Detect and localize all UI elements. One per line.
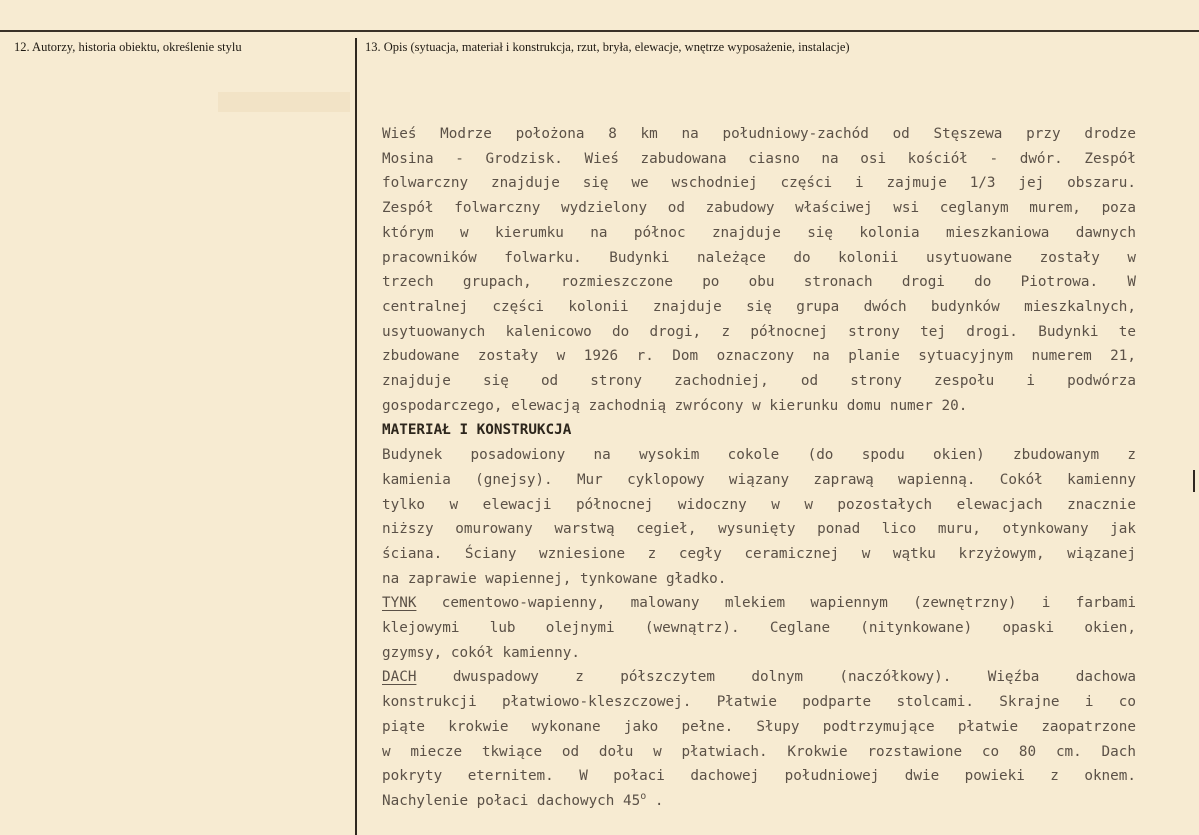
text-line: Budynek posadowiony na wysokim cokole (do spodu okien) zbudowanym z [382, 447, 1136, 464]
dach-text: dwuspadowy z półszczytem dolnym (naczółkowy). Więźba dachowa [452, 669, 1137, 686]
top-rule [0, 30, 1199, 32]
tynk-text: cementowo-wapienny, malowany mlekiem wapiennym (zewnętrzny) i farbami [441, 595, 1136, 612]
section-heading-material: MATERIAŁ I KONSTRUKCJA [382, 422, 572, 439]
text-line: folwarczny znajduje się we wschodniej części i zajmuje 1/3 jej obszaru. [382, 175, 1136, 192]
text-line: trzech grupach, rozmieszczone po obu stronach drogi do Piotrowa. W [382, 274, 1136, 291]
text-line: ściana. Ściany wzniesione z cegły ceramicznej w wątku krzyżowym, wiązanej [382, 545, 1136, 562]
text-line: kamienia (gnejsy). Mur cyklopowy wiązany zaprawą wapienną. Cokół kamienny [382, 471, 1136, 488]
description-text [382, 122, 1136, 814]
tynk-line [382, 591, 1136, 616]
text-line: w miecze tkwiące od dołu w płatwiach. Krokwie rozstawione co 80 cm. Dach [382, 743, 1136, 760]
text-line: Mosina - Grodzisk. Wieś zabudowana ciasno na osi kościół - dwór. Zespół [382, 150, 1136, 167]
text-line: piąte krokwie wykonane jako pełne. Słupy podtrzymujące płatwie zaopatrzone [382, 718, 1136, 735]
text-line: na zaprawie wapiennej, tynkowane gładko. [382, 570, 727, 587]
text-line: usytuowanych kalenicowo do drogi, z północnej strony tej drogi. Budynki te [382, 323, 1136, 340]
text-line: Zespół folwarczny wydzielony od zabudowy właściwej wsi ceglanym murem, poza [382, 200, 1136, 217]
text-line: niższy omurowany warstwą cegieł, wysunięty ponad lico muru, otynkowany jak [382, 521, 1136, 538]
text-line: Wieś Modrze położona 8 km na południowy-zachód od Stęszewa przy drodze [382, 126, 1136, 142]
header-authors-history-style: 12. Autorzy, historia obiektu, określenie stylu [14, 40, 242, 54]
roof-pitch-text: Nachylenie połaci dachowych 45 [382, 792, 641, 809]
line-end: . [646, 792, 664, 809]
dach-line [382, 665, 1136, 690]
header-description: 13. Opis (sytuacja, materiał i konstrukcja, rzut, bryła, elewacje, wnętrze wyposażenie, instalacje) [365, 40, 850, 54]
text-line: zbudowane zostały w 1926 r. Dom oznaczony na planie sytuacyjnym numerem 21, [382, 348, 1136, 365]
text-line: pracowników folwarku. Budynki należące do kolonii usytuowane zostały w [382, 249, 1136, 266]
text-line: tylko w elewacji północnej widoczny w w pozostałych elewacjach znacznie [382, 496, 1136, 513]
dach-label: DACH [382, 669, 417, 686]
dach-last-line [382, 789, 1136, 814]
text-line: centralnej części kolonii znajduje się grupa dwóch budynków mieszkalnych, [382, 298, 1136, 315]
edge-mark [1193, 470, 1195, 492]
text-line: konstrukcji płatwiowo-kleszczowej. Płatwie podparte stolcami. Skrajne i co [382, 694, 1136, 711]
faded-stamp [218, 92, 350, 112]
text-line: klejowymi lub olejnymi (wewnątrz). Ceglane (nitynkowane) opaski okien, [382, 620, 1136, 637]
text-line: którym w kierumku na północ znajduje się kolonia mieszkaniowa dawnych [382, 224, 1136, 241]
tynk-label: TYNK [382, 595, 417, 612]
text-line: znajduje się od strony zachodniej, od strony zespołu i podwórza [382, 373, 1136, 390]
text-line: gzymsy, cokół kamienny. [382, 644, 580, 661]
text-line: gospodarczego, elewacją zachodnią zwrócony w kierunku domu numer 20. [382, 397, 968, 414]
text-line: pokryty eternitem. W połaci dachowej południowej dwie powieki z oknem. [382, 768, 1136, 785]
degree-mark: o [640, 791, 647, 803]
column-divider [355, 38, 357, 835]
